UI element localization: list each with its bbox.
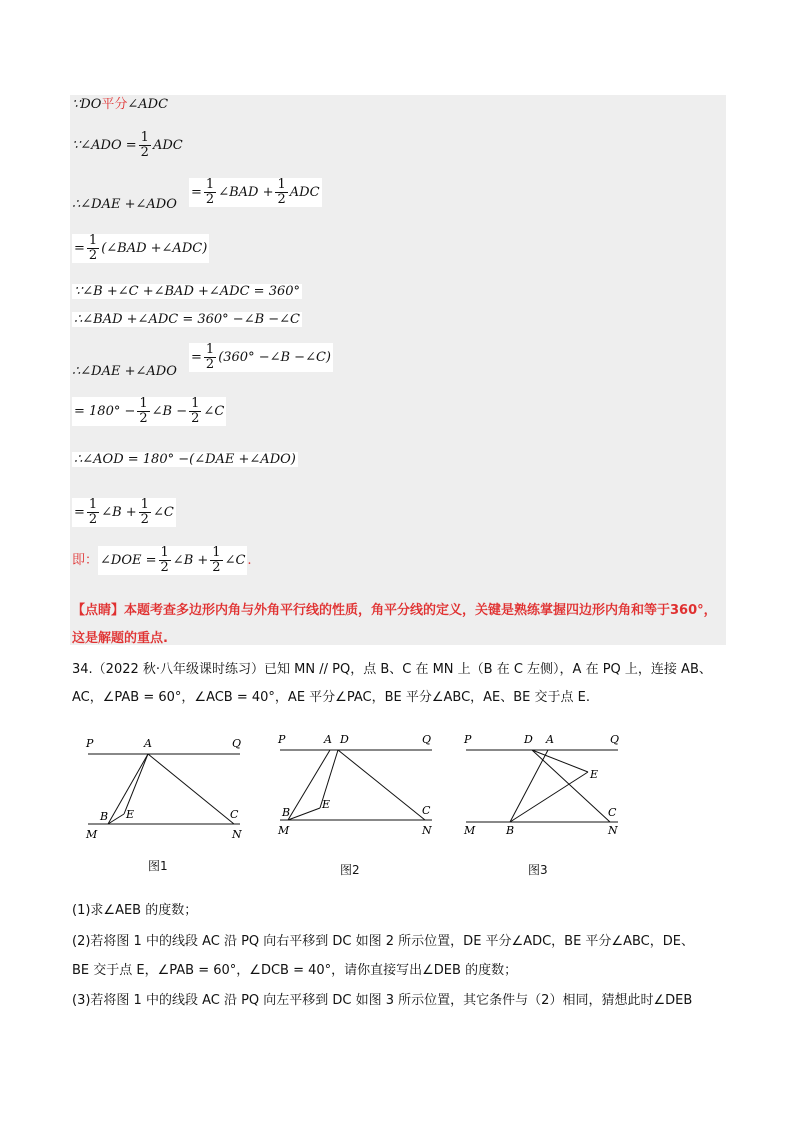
label-c: C <box>608 806 617 819</box>
label-q: Q <box>232 737 242 750</box>
subquestion-2-line-2: BE 交于点 E，∠PAB = 60°，∠DCB = 40°，请你直接写出∠DEB 的度数； <box>72 963 518 978</box>
denominator: 2 <box>140 512 149 527</box>
label-d: D <box>524 733 533 746</box>
denominator: 2 <box>88 248 98 263</box>
segment-de <box>532 750 588 772</box>
numerator: 1 <box>277 177 286 192</box>
solution-line-3 <box>72 177 322 212</box>
formula-box <box>189 343 333 372</box>
label-p: P <box>278 733 286 746</box>
label-c: C <box>422 804 431 817</box>
label-n: N <box>422 824 432 837</box>
denominator: 2 <box>160 560 169 575</box>
solution-line-9 <box>72 452 298 468</box>
label-e: E <box>590 768 599 781</box>
segment-be <box>288 808 320 820</box>
label-n: N <box>608 824 618 837</box>
text: ∠C <box>203 404 225 419</box>
label-n: N <box>232 828 242 841</box>
fraction <box>210 546 222 575</box>
red-text: . <box>247 553 252 568</box>
text: = <box>74 241 85 256</box>
text: (360° −∠B −∠C) <box>218 350 331 365</box>
fraction <box>139 498 151 527</box>
label-p: P <box>86 737 94 750</box>
solution-line-7 <box>72 342 333 379</box>
question-line-1: 34.（2022 秋·八年级课时练习）已知 MN // PQ，点 B、C 在 MN 上（B 在 C 左侧），A 在 PQ 上，连接 AB、 <box>72 662 712 677</box>
formula-box <box>189 178 322 207</box>
numerator: 1 <box>88 233 98 248</box>
formula-box <box>72 498 176 527</box>
numerator: 1 <box>140 497 149 512</box>
text: = <box>191 350 202 365</box>
label-b: B <box>100 810 109 823</box>
denominator: 2 <box>205 192 215 207</box>
solution-line-5 <box>72 284 302 300</box>
numerator: 1 <box>140 130 149 145</box>
solution-line-2 <box>72 131 183 160</box>
label-c: C <box>230 808 239 821</box>
denominator: 2 <box>139 411 148 426</box>
denominator: 2 <box>205 357 215 372</box>
text: ∵∠B +∠C +∠BAD +∠ADC = 360° <box>74 284 301 299</box>
text: ∴∠BAD +∠ADC = 360° −∠B −∠C <box>74 312 301 327</box>
fraction <box>87 234 99 263</box>
formula-box <box>98 546 247 575</box>
figure-3 <box>466 750 618 822</box>
text: ∠B − <box>151 404 188 419</box>
text: ∠DOE = <box>100 553 157 568</box>
numerator: 1 <box>205 342 215 357</box>
figure-1 <box>88 754 240 824</box>
segment-ac <box>148 754 234 824</box>
text: ∴∠AOD = 180° −(∠DAE +∠ADO) <box>74 452 296 467</box>
text: = 180° − <box>74 404 136 419</box>
solution-line-1 <box>72 97 168 113</box>
label-m: M <box>278 824 290 837</box>
text: (∠BAD +∠ADC) <box>101 241 208 256</box>
text: ∴∠DAE +∠ADO <box>72 364 177 379</box>
fraction <box>275 178 287 207</box>
segment-ae <box>124 754 148 814</box>
denominator: 2 <box>277 192 286 207</box>
subquestion-3: (3)若将图 1 中的线段 AC 沿 PQ 向左平移到 DC 如图 3 所示位置，其它条件与（2）相同，猜想此时∠DEB <box>72 993 693 1008</box>
text: ∠ADC <box>127 97 169 112</box>
fraction <box>189 397 201 426</box>
numerator: 1 <box>88 497 98 512</box>
text: = <box>191 185 202 200</box>
fraction <box>87 498 99 527</box>
solution-line-8 <box>72 397 226 426</box>
segment-ab <box>510 750 548 822</box>
label-e: E <box>322 798 331 811</box>
question-line-2: AC，∠PAB = 60°，∠ACB = 40°，AE 平分∠PAC，BE 平分∠ABC，AE、BE 交于点 E. <box>72 690 591 705</box>
key-point-note: 【点睛】本题考查多边形内角与外角平行线的性质，角平分线的定义，关键是熟练掌握四边形内角和等于360°，这是解题的重点. <box>72 603 717 646</box>
text: ∠B + <box>172 553 209 568</box>
label-a: A <box>546 733 554 746</box>
subquestion-2-line-1: (2)若将图 1 中的线段 AC 沿 PQ 向右平移到 DC 如图 2 所示位置，DE 平分∠ADC，BE 平分∠ABC，DE、 <box>72 934 694 949</box>
fraction <box>137 397 149 426</box>
figure-2-labels <box>277 733 432 837</box>
segment-dc <box>338 750 425 820</box>
text: ADC <box>289 185 320 200</box>
text: ∵DO <box>72 97 102 112</box>
figure-3-labels <box>463 733 619 837</box>
fraction <box>204 178 216 207</box>
label-a: A <box>144 737 152 750</box>
figure-1-labels <box>85 737 242 841</box>
label-d: D <box>340 733 349 746</box>
label-q: Q <box>422 733 432 746</box>
fraction <box>139 131 151 160</box>
label-m: M <box>86 828 98 841</box>
solution-line-11 <box>72 546 252 575</box>
denominator: 2 <box>88 512 98 527</box>
label-a: A <box>324 733 332 746</box>
numerator: 1 <box>191 396 200 411</box>
denominator: 2 <box>212 560 221 575</box>
text: ∠BAD + <box>218 185 274 200</box>
denominator: 2 <box>191 411 200 426</box>
text: ∠C <box>224 553 246 568</box>
text: ∴∠DAE +∠ADO <box>72 197 177 212</box>
segment-be <box>510 772 588 822</box>
label-b: B <box>282 806 291 819</box>
text: ∠C <box>152 505 174 520</box>
solution-line-4 <box>72 234 209 263</box>
numerator: 1 <box>212 545 221 560</box>
label-p: P <box>464 733 472 746</box>
red-text: 即： <box>72 553 99 568</box>
label-m: M <box>464 824 476 837</box>
label-b: B <box>506 824 515 837</box>
red-text: 平分 <box>101 97 128 112</box>
solution-line-6 <box>72 312 302 328</box>
text: ADC <box>152 138 183 153</box>
text: ∠B + <box>101 505 137 520</box>
figure-2-caption: 图2 <box>340 863 360 877</box>
figure-1-caption: 图1 <box>148 859 168 873</box>
numerator: 1 <box>205 177 215 192</box>
numerator: 1 <box>160 545 169 560</box>
formula-box <box>72 234 209 263</box>
label-q: Q <box>610 733 620 746</box>
segment-dc <box>532 750 610 822</box>
figure-3-caption: 图3 <box>528 863 548 877</box>
subquestion-1: (1)求∠AEB 的度数； <box>72 903 198 918</box>
denominator: 2 <box>140 145 149 160</box>
text: ∵∠ADO = <box>72 138 137 153</box>
solution-line-10 <box>72 498 176 527</box>
text: = <box>74 505 85 520</box>
fraction <box>159 546 171 575</box>
fraction <box>204 343 216 372</box>
figure-2 <box>280 750 432 820</box>
label-e: E <box>126 808 135 821</box>
formula-box <box>72 397 226 426</box>
figures <box>0 730 800 870</box>
numerator: 1 <box>139 396 148 411</box>
